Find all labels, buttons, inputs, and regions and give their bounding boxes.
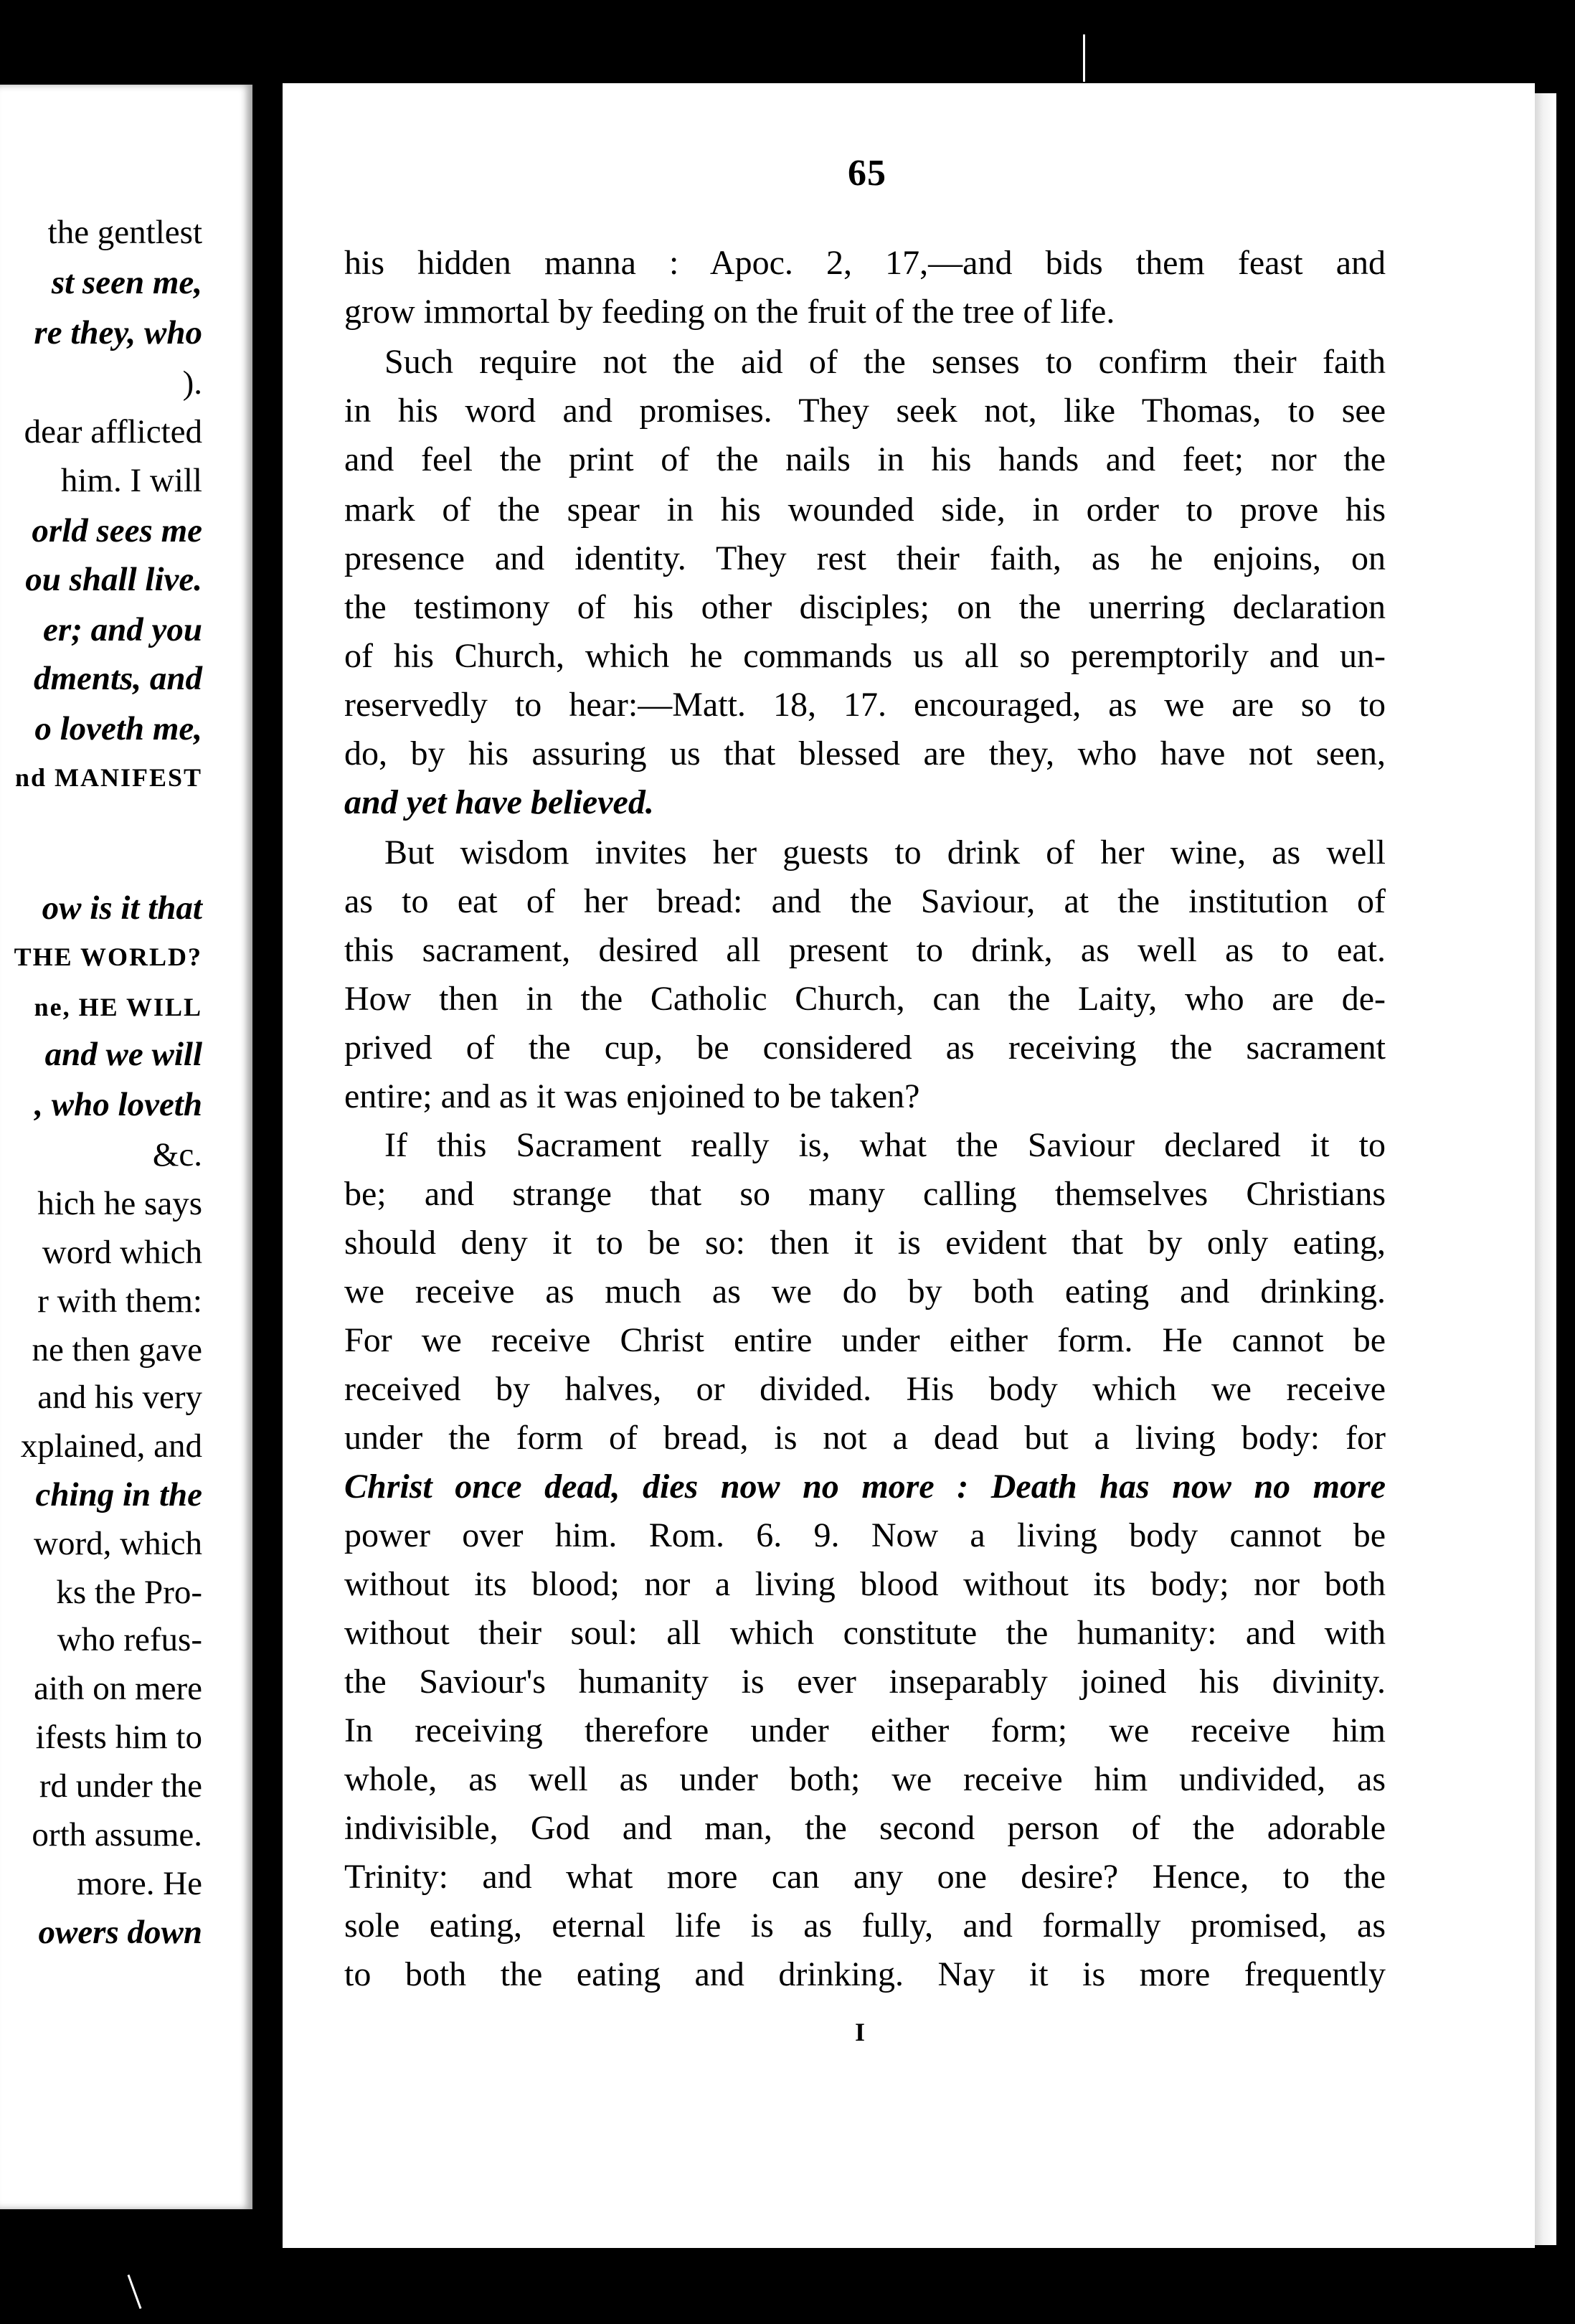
left-line: ). — [182, 364, 202, 402]
left-line: orld sees me — [32, 512, 202, 549]
left-line: and his very — [37, 1379, 202, 1416]
book-gutter — [252, 85, 283, 2209]
body-line: and yet have believed. — [344, 783, 654, 821]
left-line: more. He — [77, 1865, 202, 1902]
body-line: prived of the cup, be considered as receiving the sacrament — [344, 1029, 1386, 1067]
body-line: of his Church, which he commands us all so peremptorily and un- — [344, 637, 1386, 675]
left-line: ifests him to — [35, 1719, 202, 1756]
body-line: reservedly to hear:—Matt. 18, 17. encouraged, as we are so to — [344, 686, 1386, 724]
left-line: ne, HE WILL — [34, 993, 202, 1021]
body-line: to both the eating and drinking. Nay it is more frequently — [344, 1955, 1386, 1993]
left-line: ow is it that — [42, 889, 202, 927]
body-line: Such require not the aid of the senses to confirm their faith — [384, 343, 1386, 381]
body-line: sole eating, eternal life is as fully, and formally promised, as — [344, 1907, 1386, 1945]
body-line: If this Sacrament really is, what the Saviour declared it to — [384, 1126, 1386, 1164]
left-line: dments, and — [33, 660, 202, 697]
body-line: presence and identity. They rest their faith, as he enjoins, on — [344, 539, 1386, 577]
body-line: without its blood; nor a living blood without its body; nor both — [344, 1565, 1386, 1603]
body-line: whole, as well as under both; we receive him undivided, as — [344, 1760, 1386, 1798]
left-line: aith on mere — [34, 1670, 202, 1707]
body-line: grow immortal by feeding on the fruit of the tree of life. — [344, 293, 1115, 331]
body-line: his hidden manna : Apoc. 2, 17,—and bids them feast and — [344, 244, 1386, 282]
body-line: in his word and promises. They seek not, like Thomas, to see — [344, 392, 1386, 430]
left-line: owers down — [38, 1914, 202, 1951]
body-line: entire; and as it was enjoined to be taken? — [344, 1077, 920, 1115]
left-line: er; and you — [43, 611, 202, 648]
body-line: this sacrament, desired all present to drink, as well as to eat. — [344, 931, 1386, 969]
body-line: do, by his assuring us that blessed are they, who have not seen, — [344, 734, 1386, 773]
left-line: orth assume. — [32, 1816, 202, 1853]
body-line: How then in the Catholic Church, can the Laity, who are de- — [344, 980, 1386, 1018]
body-line: In receiving therefore under either form; we receive him — [344, 1711, 1386, 1749]
left-line: &c. — [152, 1136, 202, 1173]
left-line: dear afflicted — [24, 413, 202, 450]
body-line: we receive as much as we do by both eating and drinking. — [344, 1272, 1386, 1310]
body-line: power over him. Rom. 6. 9. Now a living body cannot be — [344, 1516, 1386, 1554]
scan-speck — [1083, 34, 1085, 82]
body-line: as to eat of her bread: and the Saviour, at the institution of — [344, 882, 1386, 920]
left-line: word which — [42, 1234, 202, 1271]
left-line: ching in the — [35, 1476, 202, 1513]
page-number: 65 — [848, 153, 886, 194]
left-line: word, which — [34, 1525, 202, 1562]
body-line: the Saviour's humanity is ever inseparably joined his divinity. — [344, 1663, 1386, 1701]
left-line: and we will — [44, 1036, 202, 1073]
signature-mark: I — [855, 2018, 866, 2046]
left-line: , who loveth — [34, 1086, 202, 1123]
left-line: hich he says — [37, 1185, 202, 1222]
scan-speck — [128, 2275, 142, 2309]
left-line: rd under the — [39, 1767, 202, 1805]
left-line: ou shall live. — [25, 561, 202, 598]
left-line: ks the Pro- — [56, 1574, 202, 1611]
left-line: xplained, and — [20, 1427, 202, 1465]
left-line: st seen me, — [51, 264, 202, 301]
left-line: re they, who — [34, 314, 202, 351]
left-line: ne then gave — [32, 1331, 202, 1369]
body-line: mark of the spear in his wounded side, in order to prove his — [344, 491, 1386, 529]
body-line: should deny it to be so: then it is evident that by only eating, — [344, 1224, 1386, 1262]
body-line: and feel the print of the nails in his hands and feet; nor the — [344, 440, 1386, 478]
page-edge — [1535, 93, 1556, 2245]
left-line: o loveth me, — [34, 710, 202, 747]
body-line: Trinity: and what more can any one desire? Hence, to the — [344, 1858, 1386, 1896]
body-line: the testimony of his other disciples; on the unerring declaration — [344, 588, 1386, 626]
left-line: THE WORLD? — [14, 943, 202, 971]
left-line: him. I will — [60, 462, 202, 499]
body-line: indivisible, God and man, the second person of the adorable — [344, 1809, 1386, 1847]
body-line: Christ once dead, dies now no more : Death has now no more — [344, 1468, 1386, 1506]
body-line: under the form of bread, is not a dead but a living body: for — [344, 1419, 1386, 1457]
left-line: r with them: — [37, 1283, 202, 1320]
left-page-fragment — [0, 85, 252, 2209]
body-line: received by halves, or divided. His body which we receive — [344, 1370, 1386, 1408]
left-line: nd MANIFEST — [14, 763, 202, 792]
left-line: the gentlest — [47, 214, 202, 251]
body-line: be; and strange that so many calling themselves Christians — [344, 1175, 1386, 1213]
left-line: who refus- — [57, 1621, 202, 1658]
body-line: But wisdom invites her guests to drink of her wine, as well — [384, 833, 1386, 872]
body-line: For we receive Christ entire under either form. He cannot be — [344, 1321, 1386, 1359]
body-line: without their soul: all which constitute the humanity: and with — [344, 1614, 1386, 1652]
